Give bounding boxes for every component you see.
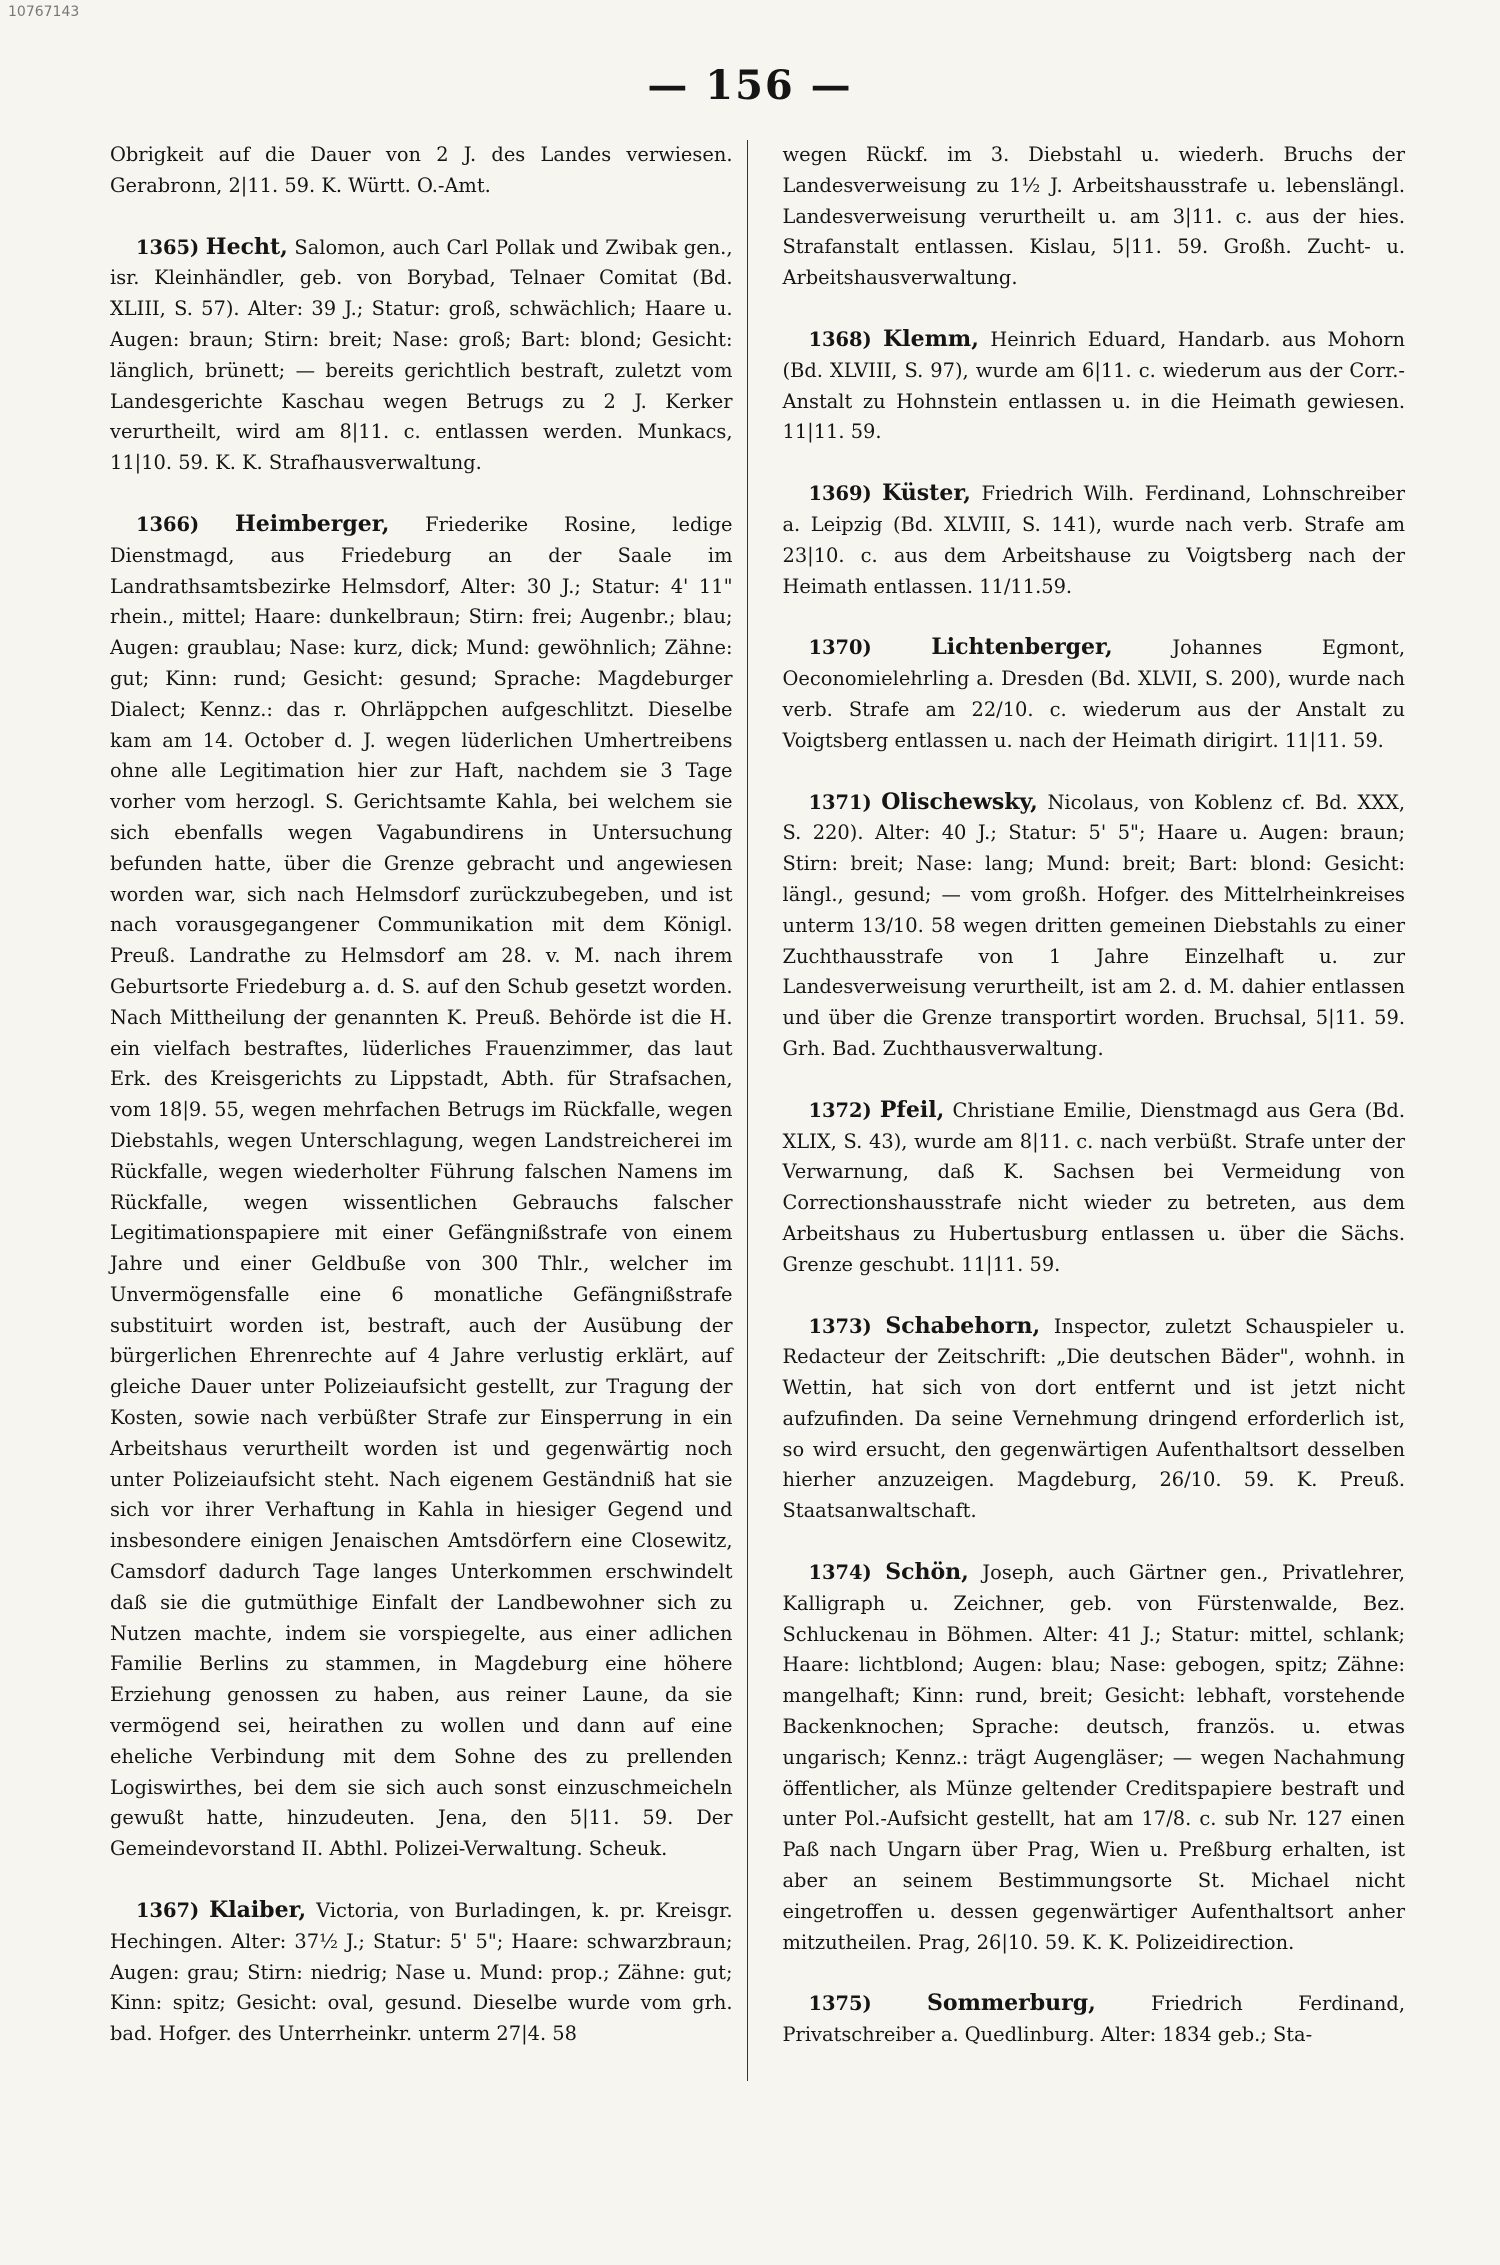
entry-body: Johannes Egmont, Oeconomielehrling a. Dresden (Bd. XLVII, S. 200), wurde nach verb. Strafe am 22/10. c. wiederum aus der Anstalt zu Voigtsberg entlassen u. nach der Heimath dirigirt. 11|11. 59. <box>782 636 1406 752</box>
entry-name: Schabehorn, <box>885 1312 1041 1339</box>
entry-text <box>783 140 1406 294</box>
register-entry <box>783 1557 1406 1958</box>
register-entry <box>110 509 733 1865</box>
entry-body: Heinrich Eduard, Handarb. aus Mohorn (Bd. XLVIII, S. 97), wurde am 6|11. c. wiederum aus der Corr.-Anstalt zu Hohnstein entlassen u. in die Heimath gewiesen. 11|11. 59. <box>782 327 1405 444</box>
entry-number: 1373) <box>808 1314 872 1338</box>
entry-number: 1367) <box>136 1899 200 1923</box>
entry-body: Friedrich Wilh. Ferdinand, Lohnschreiber a. Leipzig (Bd. XLVIII, S. 141), wurde nach verb. Strafe am 23|10. c. aus dem Arbeitshause zu Voigtsberg nach der Heimath entlassen. 11/11.59. <box>782 482 1405 598</box>
entry-text <box>110 140 733 202</box>
entry-body: Joseph, auch Gärtner gen., Privatlehrer, Kalligraph u. Zeichner, geb. von Fürstenwalde, Bez. Schluckenau in Böhmen. Alter: 41 J.; Statur: mittel, schlank; Haare: lichtblond; Augen: blau; Nase: gebogen, spitz; Zähne: mangelhaft; Kinn: rund, breit; Gesicht: lebhaft, vorstehende Backenknochen; Sprache: deutsch, französ. u. etwas ungarisch; Kennz.: trägt Augengläser; — wegen Nachahmung öffentlicher, als Münze geltender Creditspapiere bestraft und unter Pol.-Aufsicht gestellt, hat am 17/8. c. sub Nr. 127 einen Paß nach Ungarn über Prag, Wien u. Preßburg erhalten, ist aber an seinem Bestimmungsorte St. Michael nicht eingetroffen u. dessen gegenwärtiger Aufenthaltsort anher mitzutheilen. Prag, 26|10. 59. K. K. Polizeidirection. <box>782 1561 1406 1954</box>
register-entry <box>110 1895 733 2050</box>
entry-number: 1369) <box>808 482 872 506</box>
page-number: — 156 — <box>647 62 853 109</box>
entry-name: Olischewsky, <box>881 788 1038 815</box>
entry-body: Salomon, auch Carl Pollak und Zwibak gen., isr. Kleinhändler, geb. von Borybad, Telnaer Comitat (Bd. XLIII, S. 57). Alter: 39 J.; Statur: groß, schwächlich; Haare u. Augen: braun; Stirn: breit; Nase: groß; Bart: blond; Gesicht: länglich, brünett; — bereits gerichtlich bestraft, zuletzt vom Landesgerichte Kaschau wegen Betrugs zu 2 J. Kerker verurtheilt, wird am 8|11. c. entlassen werden. Munkacs, 11|10. 59. K. K. Strafhausverwaltung. <box>110 235 733 475</box>
entry-text <box>783 324 1406 448</box>
entry-body: Christiane Emilie, Dienstmagd aus Gera (Bd. XLIX, S. 43), wurde am 8|11. c. nach verbüßt. Strafe unter der Verwarnung, daß K. Sachsen bei Vermeidung von Correctionshausstrafe nicht wieder zu betreten, aus dem Arbeitshaus zu Hubertusburg entlassen u. über die Sächs. Grenze geschubt. 11|11. 59. <box>782 1098 1405 1276</box>
entry-body: Friederike Rosine, ledige Dienstmagd, aus Friedeburg an der Saale im Landrathsamtsbezirke Helmsdorf, Alter: 30 J.; Statur: 4' 11" rhein., mittel; Haare: dunkelbraun; Stirn: frei; Augenbr.; blau; Augen: graublau; Nase: kurz, dick; Mund: gewöhnlich; Zähne: gut; Kinn: rund; Gesicht: gesund; Sprache: Magdeburger Dialect; Kennz.: das r. Ohrläppchen aufgeschlitzt. Dieselbe kam am 14. October d. J. wegen lüderlichen Umhertreibens ohne alle Legitimation hier zur Haft, nachdem sie 3 Tage vorher vom herzogl. S. Gerichtsamte Kahla, bei welchem sie sich ebenfalls wegen Vagabundirens in Untersuchung befunden hatte, über die Grenze gebracht und angewiesen worden war, sich nach Helmsdorf zurückzubegeben, und ist nach vorausgegangener Communikation mit dem Königl. Preuß. Landrathe zu Helmsdorf am 28. v. M. nach ihrem Geburtsorte Friedeburg a. d. S. auf den Schub gesetzt worden. Nach Mittheilung der genannten K. Preuß. Behörde ist die H. ein vielfach bestraftes, lüderliches Frauenzimmer, das laut Erk. des Kreisgerichts zu Lippstadt, Abth. für Strafsachen, vom 18|9. 55, wegen mehrfachen Betrugs im Rückfalle, wegen Diebstahls, wegen Unterschlagung, wegen Landstreicherei im Rückfalle, wegen wiederholter Führung falschen Namens im Rückfalle, wegen wissentlichen Gebrauchs falscher Legitimationspapiere mit einer Gefängnißstrafe von einem Jahre und einer Geldbuße von 300 Thlr., welcher im Unvermögensfalle eine 6 monatliche Gefängnißstrafe substituirt worden ist, bestraft, auch der Ausübung der bürgerlichen Ehrenrechte auf 4 Jahre verlustig erklärt, auf gleiche Dauer unter Polizeiaufsicht gestellt, zur Tragung der Kosten, sowie nach verbüßter Strafe zur Einsperrung in ein Arbeitshaus verurtheilt worden ist und gegenwärtig noch unter Polizeiaufsicht steht. Nach eigenem Geständniß hat sie sich vor ihrer Verhaftung in Kahla in hiesiger Gegend und insbesondere einigen Jenaischen Amtsdörfern eine Closewitz, Camsdorf dadurch Tage langes Unterkommen erschwindelt daß sie die gutmüthige Einfalt der Landbewohner sich zu Nutzen machte, indem sie vorspiegelte, aus einer adlichen Familie Berlins zu stammen, in Magdeburg eine höhere Erziehung genossen zu haben, aus reiner Laune, da sie vermögend sei, heirathen zu wollen und dann auf eine eheliche Verbindung mit dem Sohne des zu prellenden Logiswirthes, bei dem sie sich auch sonst einzuschmeicheln gewußt hatte, hinzudeuten. Jena, den 5|11. 59. Der Gemeindevorstand II. Abthl. Polizei-Verwaltung. Scheuk. <box>110 512 733 1861</box>
entry-text <box>110 509 733 1865</box>
entry-name: Pfeil, <box>879 1096 945 1123</box>
entry-body: Nicolaus, von Koblenz cf. Bd. XXX, S. 220). Alter: 40 J.; Statur: 5' 5"; Haare u. Augen: braun; Stirn: breit; Nase: lang; Mund: breit; Bart: blond: Gesicht: längl., gesund; — vom großh. Hofger. des Mittelrheinkreises unterm 13/10. 58 wegen dritten gemeinen Diebstahls zu einer Zuchthausstrafe von 1 Jahre Einzelhaft u. zur Landesverweisung verurtheilt, ist am 2. d. M. dahier entlassen und über die Grenze transportirt worden. Bruchsal, 5|11. 59. Grh. Bad. Zuchthausverwaltung. <box>782 790 1405 1060</box>
entry-text <box>783 632 1406 756</box>
entry-name: Klemm, <box>883 325 979 352</box>
entry-name: Küster, <box>882 480 971 507</box>
entry-number: 1372) <box>808 1098 872 1122</box>
entry-name: Hecht, <box>205 233 288 260</box>
entry-name: Klaiber, <box>209 1897 307 1924</box>
entry-number: 1370) <box>808 636 872 660</box>
entry-body: Obrigkeit auf die Dauer von 2 J. des Landes verwiesen. Gerabronn, 2|11. 59. K. Württ. O.-Amt. <box>110 143 733 197</box>
right-column <box>783 140 1406 2081</box>
entry-number: 1371) <box>808 790 872 814</box>
entry-number: 1374) <box>808 1561 872 1585</box>
entry-name: Sommerburg, <box>927 1990 1096 2017</box>
register-entry <box>783 1095 1406 1281</box>
register-entry <box>783 632 1406 756</box>
left-column <box>110 140 748 2081</box>
continued-entry <box>110 140 733 202</box>
entry-number: 1375) <box>808 1992 872 2016</box>
entry-text <box>110 232 733 479</box>
entry-body: wegen Rückf. im 3. Diebstahl u. wiederh. Bruchs der Landesverweisung zu 1½ J. Arbeitshausstrafe u. lebenslängl. Landesverweisung verurtheilt u. am 3|11. c. aus der hies. Strafanstalt entlassen. Kislau, 5|11. 59. Großh. Zucht- u. Arbeitshausverwaltung. <box>782 143 1405 290</box>
register-entry <box>783 324 1406 448</box>
register-entry <box>783 787 1406 1065</box>
entry-name: Schön, <box>885 1559 969 1586</box>
continued-entry <box>783 140 1406 294</box>
entry-number: 1365) <box>136 235 200 259</box>
entry-name: Heimberger, <box>234 510 390 537</box>
entry-name: Lichtenberger, <box>931 634 1113 661</box>
register-entry <box>783 1311 1406 1528</box>
page-id: 10767143 <box>8 4 80 20</box>
register-entry <box>110 232 733 479</box>
entry-text <box>110 1895 733 2050</box>
entry-text <box>783 1095 1406 1281</box>
entry-text <box>783 1557 1406 1958</box>
register-entry <box>783 1988 1406 2051</box>
entry-number: 1366) <box>136 512 200 536</box>
entry-text <box>783 787 1406 1065</box>
entry-number: 1368) <box>808 327 872 351</box>
entry-text <box>783 478 1406 602</box>
entry-body: Inspector, zuletzt Schauspieler u. Redacteur der Zeitschrift: „Die deutschen Bäder", wohnh. in Wettin, hat sich von dort entfernt und ist jetzt nicht aufzufinden. Da seine Vernehmung dringend erforderlich ist, so wird ersucht, den gegenwärtigen Aufenthaltsort desselben hierher anzuzeigen. Magdeburg, 26/10. 59. K. Preuß. Staatsanwaltschaft. <box>782 1314 1406 1523</box>
entry-text <box>783 1988 1406 2051</box>
entry-body: Victoria, von Burladingen, k. pr. Kreisgr. Hechingen. Alter: 37½ J.; Statur: 5' 5"; Haare: schwarzbraun; Augen: grau; Stirn: niedrig; Nase u. Mund: prop.; Zähne: gut; Kinn: spitz; Gesicht: oval, gesund. Dieselbe wurde vom grh. bad. Hofger. des Unterrheinkr. unterm 27|4. 58 <box>110 1899 733 2046</box>
text-columns <box>110 140 1405 2081</box>
entry-body: Friedrich Ferdinand, Privatschreiber a. Quedlinburg. Alter: 1834 geb.; Sta- <box>782 1992 1405 2047</box>
entry-text <box>783 1311 1406 1528</box>
register-entry <box>783 478 1406 602</box>
